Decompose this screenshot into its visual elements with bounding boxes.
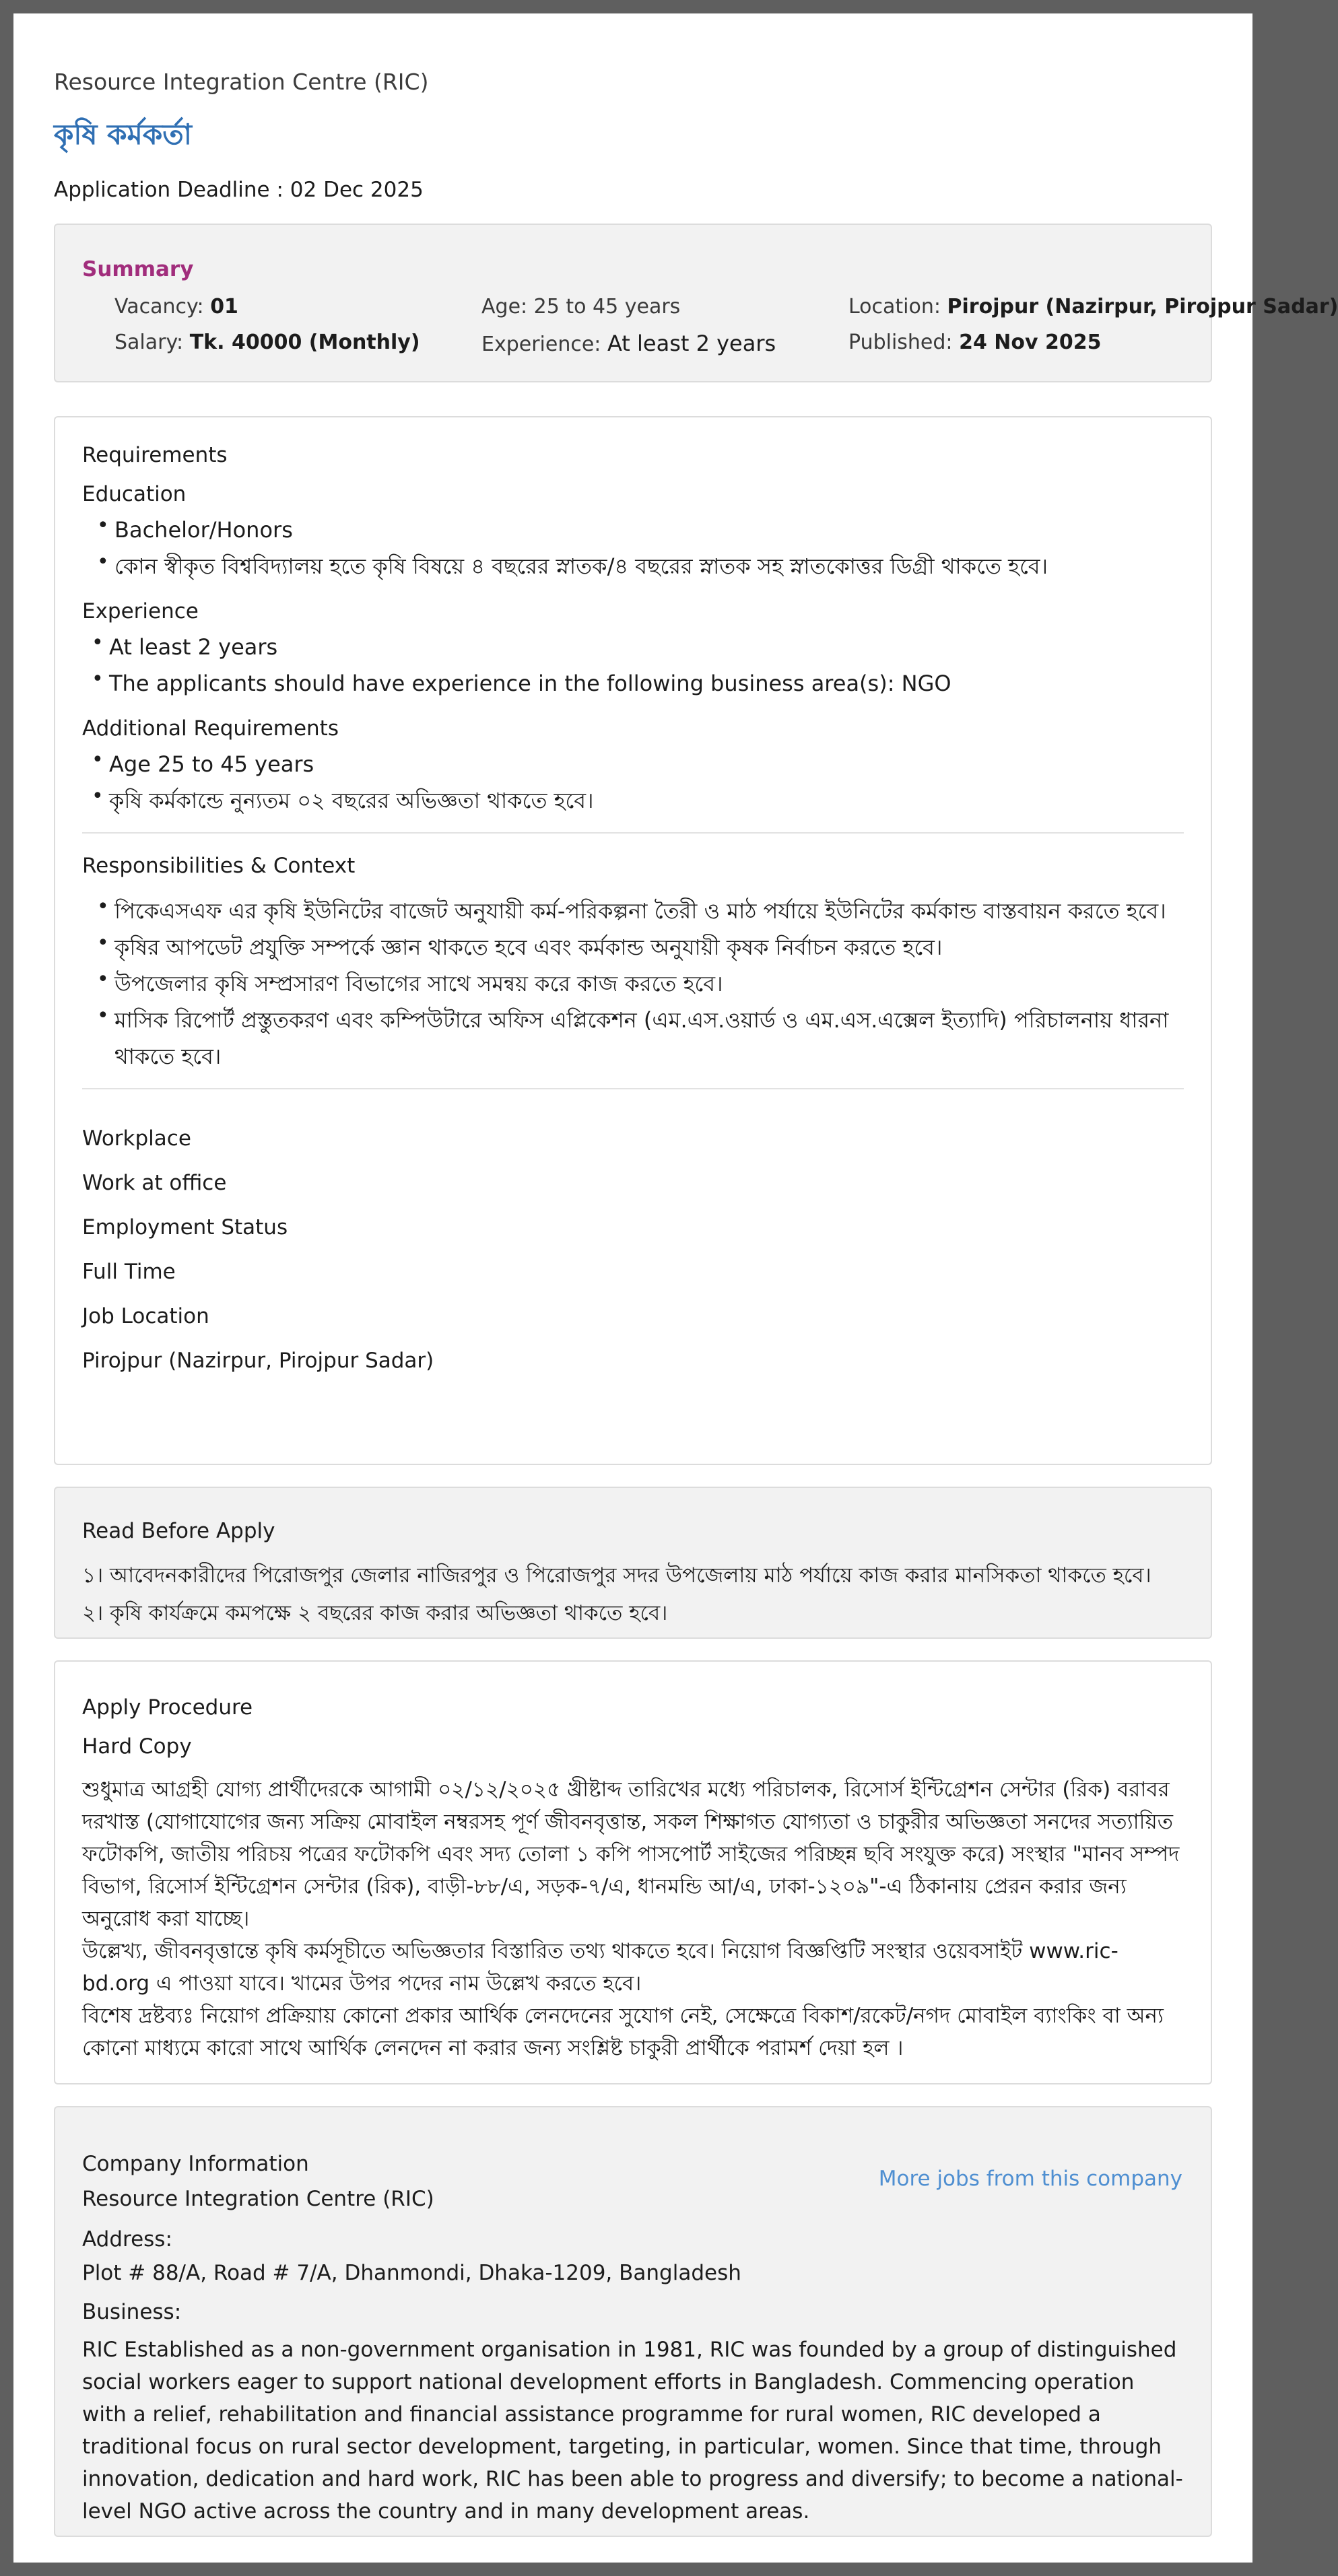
job-location-label: Job Location <box>82 1304 209 1328</box>
list-item: • উপজেলার কৃষি সম্প্রসারণ বিভাগের সাথে সমন্বয় করে কাজ করতে হবে। <box>82 965 1184 1002</box>
additional-requirements-heading: Additional Requirements <box>82 716 339 741</box>
company-info-panel <box>54 2106 1212 2537</box>
list-item: • The applicants should have experience in the following business area(s): NGO <box>82 665 1184 702</box>
list-item: • মাসিক রিপোর্ট প্রস্তুতকরণ এবং কম্পিউটারে অফিস এপ্লিকেশন (এম.এস.ওয়ার্ড ও এম.এস.এক্সেল ইত্যাদি) পরিচালনায় ধারনা থাকতে হবে। <box>82 1002 1184 1075</box>
more-jobs-link[interactable]: More jobs from this company <box>878 2167 1182 2191</box>
divider <box>82 832 1184 834</box>
read-before-apply-heading: Read Before Apply <box>82 1519 275 1543</box>
job-location-value: Pirojpur (Nazirpur, Pirojpur Sadar) <box>82 1349 434 1373</box>
employment-status-label: Employment Status <box>82 1215 288 1240</box>
address-label: Address: <box>82 2227 172 2251</box>
list-item: • কৃষির আপডেট প্রযুক্তি সম্পর্কে জ্ঞান থাকতে হবে এবং কর্মকান্ড অনুযায়ী কৃষক নির্বাচন করতে হবে। <box>82 929 1184 965</box>
job-details-panel <box>54 416 1212 1465</box>
workplace-value: Work at office <box>82 1171 227 1195</box>
business-description: RIC Established as a non-government organisation in 1981, RIC was founded by a group of distinguished social workers eager to support national development efforts in Bangladesh. Commencing operation with a relief, rehabilitation and financial assistance programme for rural women, RIC developed a traditional focus on rural sector development, targeting, in particular, women. Since that time, through innovation, dedication and hard work, RIC has been able to progress and diversify; to become a national-level NGO active across the country and in many development areas. <box>82 2338 1183 2523</box>
summary-panel <box>54 224 1338 382</box>
additional-requirements-list <box>82 746 1184 819</box>
education-heading: Education <box>82 482 187 506</box>
apply-procedure-heading: Apply Procedure <box>82 1695 253 1720</box>
hard-copy-heading: Hard Copy <box>82 1734 192 1759</box>
job-meta <box>82 1116 1184 1383</box>
divider <box>82 1088 1184 1089</box>
apply-procedure-panel <box>54 1660 1212 2084</box>
company-info-name: Resource Integration Centre (RIC) <box>82 2187 434 2211</box>
experience-list <box>82 629 1184 702</box>
list-item: • কৃষি কর্মকান্ডে নুন্যতম ০২ বছরের অভিজ্ঞতা থাকতে হবে। <box>82 782 1184 819</box>
job-detail-card <box>13 13 1338 2563</box>
summary-experience: Experience: At least 2 years <box>481 331 776 356</box>
business-label: Business: <box>82 2300 182 2324</box>
read-before-line-2: ২। কৃষি কার্যক্রমে কমপক্ষে ২ বছরের কাজ করার অভিজ্ঞতা থাকতে হবে। <box>82 1601 668 1625</box>
company-info-heading: Company Information <box>82 2152 309 2176</box>
employment-status-value: Full Time <box>82 1260 176 1284</box>
list-item: • Bachelor/Honors <box>82 512 1184 548</box>
read-before-apply-panel <box>54 1487 1212 1639</box>
workplace-label: Workplace <box>82 1126 191 1151</box>
responsibilities-heading: Responsibilities & Context <box>82 854 356 878</box>
list-item: • কোন স্বীকৃত বিশ্ববিদ্যালয় হতে কৃষি বিষয়ে ৪ বছরের স্নাতক/৪ বছরের স্নাতক সহ স্নাতকোত্তর ডিগ্রী থাকতে হবে। <box>82 548 1184 584</box>
apply-paragraph-2: উল্লেখ্য, জীবনবৃত্তান্তে কৃষি কর্মসূচীতে অভিজ্ঞতার বিস্তারিত তথ্য থাকতে হবে। নিয়োগ বিজ্ঞপ্তিটি সংস্থার ওয়েবসাইট www.ric-bd.org এ পাওয়া যাবে। খামের উপর পদের নাম উল্লেখ করতে হবে। <box>82 1939 1118 1996</box>
apply-paragraph-3: বিশেষ দ্রষ্টব্যঃ নিয়োগ প্রক্রিয়ায় কোনো প্রকার আর্থিক লেনদেনের সুযোগ নেই, সেক্ষেত্রে বিকাশ/রকেট/নগদ মোবাইল ব্যাংকিং বা অন্য কোনো মাধ্যমে কারো সাথে আর্থিক লেনদেন না করার জন্য সংশ্লিষ্ট চাকুরী প্রার্থীকে পরামর্শ দেয়া হল । <box>82 2004 1164 2060</box>
education-list <box>82 512 1184 584</box>
summary-salary: Salary: Tk. 40000 (Monthly) <box>114 331 420 354</box>
summary-vacancy: Vacancy: 01 <box>114 295 238 318</box>
summary-grid <box>114 295 1338 356</box>
list-item: • পিকেএসএফ এর কৃষি ইউনিটের বাজেট অনুযায়ী কর্ম-পরিকল্পনা তৈরী ও মাঠ পর্যায়ে ইউনিটের কর্মকান্ড বাস্তবায়ন করতে হবে। <box>82 893 1184 929</box>
job-title: কৃষি কর্মকর্তা <box>54 118 192 151</box>
read-before-line-1: ১। আবেদনকারীদের পিরোজপুর জেলার নাজিরপুর ও পিরোজপুর সদর উপজেলায় মাঠ পর্যায়ে কাজ করার মানসিকতা থাকতে হবে। <box>82 1563 1151 1588</box>
apply-paragraph-1: শুধুমাত্র আগ্রহী যোগ্য প্রার্থীদেরকে আগামী ০২/১২/২০২৫ খ্রীষ্টাব্দ তারিখের মধ্যে পরিচালক, রিসোর্স ইন্টিগ্রেশন সেন্টার (রিক) বরাবর দরখাস্ত (যোগাযোগের জন্য সক্রিয় মোবাইল নম্বরসহ পূর্ণ জীবনবৃত্তান্ত, সকল শিক্ষাগত যোগ্যতা ও চাকুরীর অভিজ্ঞতা সনদের সত্যায়িত ফটোকপি, জাতীয় পরিচয় পত্রের ফটোকপি এবং সদ্য তোলা ১ কপি পাসপোর্ট সাইজের পরিচ্ছন্ন ছবি সংযুক্ত করে) সংস্থার "মানব সম্পদ বিভাগ, রিসোর্স ইন্টিগ্রেশন সেন্টার (রিক), বাড়ী-৮৮/এ, সড়ক-৭/এ, ধানমন্ডি আ/এ, ঢাকা-১২০৯"-এ ঠিকানায় প্রেরন করার জন্য অনুরোধ করা যাচ্ছে। <box>82 1777 1180 1931</box>
list-item: • Age 25 to 45 years <box>82 746 1184 782</box>
experience-heading: Experience <box>82 599 199 623</box>
summary-published: Published: 24 Nov 2025 <box>848 331 1102 354</box>
address-value: Plot # 88/A, Road # 7/A, Dhanmondi, Dhaka-1209, Bangladesh <box>82 2261 741 2285</box>
summary-label: Summary <box>82 257 194 281</box>
requirements-heading: Requirements <box>82 443 228 467</box>
responsibilities-list <box>82 893 1184 1075</box>
list-item: • At least 2 years <box>82 629 1184 665</box>
application-deadline: Application Deadline : 02 Dec 2025 <box>54 178 424 202</box>
summary-location: Location: Pirojpur (Nazirpur, Pirojpur Sadar) <box>848 295 1338 318</box>
summary-age: Age: 25 to 45 years <box>481 295 681 318</box>
company-name[interactable]: Resource Integration Centre (RIC) <box>54 69 429 95</box>
